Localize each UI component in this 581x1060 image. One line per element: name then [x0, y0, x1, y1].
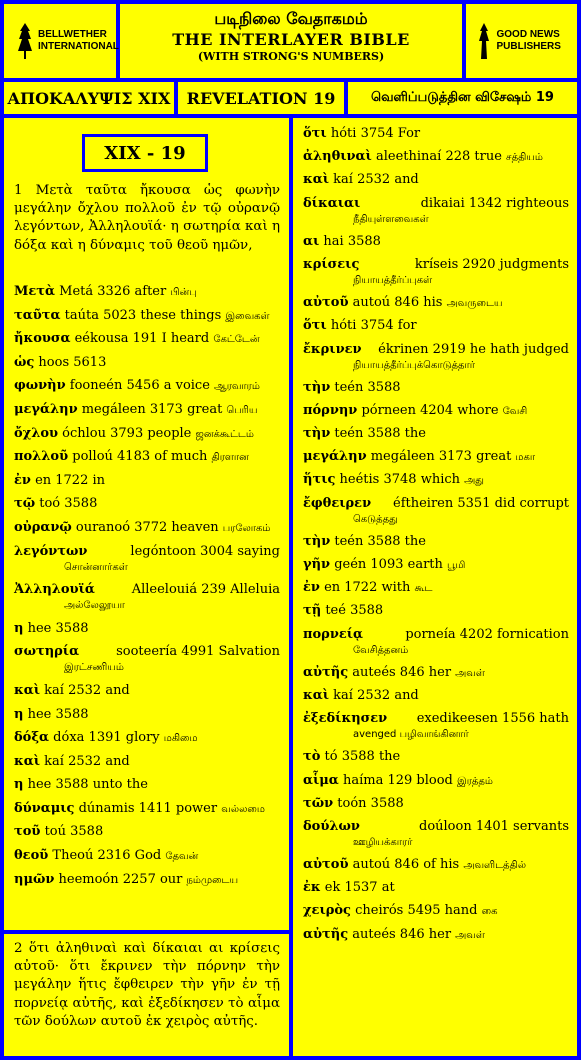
greek-word: αὐτοῦ: [303, 857, 349, 873]
tamil-gloss: இவைகள்: [225, 310, 270, 322]
greek-word: η: [14, 620, 24, 636]
tamil-gloss: வேசித்தனம்: [353, 644, 409, 656]
word-entry: [303, 472, 569, 489]
greek-word: δύναμις: [14, 800, 75, 816]
tamil-gloss: avenged பழிவாங்கினார்: [353, 729, 469, 741]
tamil-gloss: கூட: [414, 583, 433, 595]
word-entry: [14, 754, 280, 771]
word-entry: [14, 824, 280, 841]
page-subtitle: (WITH STRONG'S NUMBERS): [197, 50, 385, 63]
word-gloss: hee 3588 unto the: [23, 777, 148, 793]
word-entry: [14, 683, 280, 700]
word-gloss: exedikeesen 1556 hath: [416, 711, 569, 727]
greek-word: ὅτι: [303, 126, 327, 141]
word-entry: [14, 730, 280, 747]
greek-word: ἤκουσα: [14, 331, 71, 347]
word-entry: [303, 342, 569, 374]
greek-word: ἔκρινεν: [303, 341, 362, 357]
word-gloss: ek 1537 at: [320, 880, 395, 896]
greek-word: οὐρανῷ: [14, 519, 72, 535]
word-gloss: Theoú 2316 God: [48, 848, 166, 864]
word-gloss: dikaiai 1342 righteous: [420, 195, 569, 211]
tamil-gloss: இரத்தம்: [456, 775, 493, 787]
verse-1-greek: 1 Μετὰ ταῦτα ἤκουσα ὡς φωνὴν μεγάλην ὄχλου πολλοῦ ἐν τῷ οὐρανῷ λεγόντων, Ἀλληλουϊά· η σωτηρία καὶ η δόξα καὶ η δύναμις τοῦ θεοῦ ημῶν,: [14, 183, 280, 253]
greek-word: αὐτῆς: [303, 664, 349, 680]
word-gloss: doúloon 1401 servants: [419, 818, 569, 834]
greek-word: αὐτῆς: [303, 926, 349, 942]
word-gloss: kríseis 2920 judgments: [414, 256, 569, 272]
greek-word: η: [14, 777, 24, 793]
tamil-gloss: கை: [481, 906, 498, 918]
word-gloss: kaí 2532 and: [40, 682, 130, 698]
tamil-gloss: அல்லேலூயா: [64, 600, 125, 612]
left-word-list: [14, 284, 280, 895]
word-gloss: hee 3588: [23, 620, 89, 636]
word-entry: [303, 257, 569, 289]
tamil-gloss: கேட்டேன்: [213, 334, 260, 346]
word-gloss: eékousa 191 I heard: [70, 331, 214, 347]
tamil-gloss: வல்லமை: [221, 803, 265, 815]
word-gloss: porneía 4202 fornication: [405, 626, 569, 642]
word-gloss: toón 3588: [333, 795, 404, 811]
greek-word: θεοῦ: [14, 848, 49, 864]
title-panel: [120, 4, 462, 78]
word-entry: [14, 402, 280, 419]
tamil-gloss: அவருடைய: [446, 298, 503, 310]
word-gloss: heétis 3748 which: [335, 472, 465, 488]
greek-word: καὶ: [14, 682, 41, 698]
word-entry: [303, 496, 569, 528]
greek-word: ημῶν: [14, 871, 55, 887]
word-entry: [14, 848, 280, 865]
chapter-badge: XIX - 19: [82, 134, 208, 172]
word-entry: [14, 544, 280, 576]
greek-word: ἔφθειρεν: [303, 495, 372, 511]
greek-word: σωτηρία: [14, 644, 80, 660]
greek-word: λεγόντων: [14, 543, 88, 559]
tamil-gloss: நம்முடைய: [186, 874, 239, 886]
word-entry: [14, 582, 280, 614]
greek-word: ὡς: [14, 354, 35, 370]
word-entry: [303, 749, 569, 766]
word-gloss: legóntoon 3004 saying: [130, 543, 280, 559]
page-title: THE INTERLAYER BIBLE: [172, 30, 410, 49]
greek-word: τὴν: [303, 533, 331, 549]
word-entry: [14, 331, 280, 348]
tamil-title: படிநிலை வேதாகமம்: [214, 9, 368, 28]
word-gloss: ouranoó 3772 heaven: [71, 519, 223, 535]
word-gloss: toú 3588: [40, 824, 104, 840]
tamil-gloss: அது: [464, 475, 484, 487]
tamil-gloss: கெடுத்தது: [353, 513, 398, 525]
word-gloss: teé 3588: [321, 603, 384, 619]
tamil-gloss: மகா: [515, 452, 536, 464]
greek-word: ταῦτα: [14, 307, 61, 323]
word-gloss: megáleen 3173 great: [77, 401, 227, 417]
good-news-logo: [475, 21, 569, 61]
word-gloss: geén 1093 earth: [330, 557, 448, 572]
tamil-gloss: சொன்னார்கள்: [64, 561, 128, 573]
word-entry: [14, 473, 280, 490]
ram-icon: [16, 21, 34, 61]
greek-word: ἐξεδίκησεν: [303, 711, 388, 727]
word-entry: [303, 927, 569, 944]
tamil-gloss: தேவன்: [165, 851, 199, 863]
word-entry: [303, 711, 569, 743]
word-gloss: sooteería 4991 Salvation: [116, 644, 280, 660]
greek-word: γῆν: [303, 557, 331, 572]
greek-word: ἀληθιναὶ: [303, 149, 372, 165]
word-entry: [14, 355, 280, 372]
tamil-gloss: மகிமை: [163, 733, 198, 745]
tamil-gloss: நீதியுள்ளவைகள்: [353, 213, 429, 225]
word-gloss: dúnamis 1411 power: [74, 800, 222, 816]
greek-word: αι: [303, 233, 320, 249]
word-entry: [14, 496, 280, 513]
word-entry: [303, 426, 569, 443]
word-entry: [14, 872, 280, 889]
greek-word: ἐν: [303, 580, 320, 596]
word-gloss: hoos 5613: [34, 354, 107, 370]
word-entry: [303, 819, 569, 851]
tab-tamil: வெளிப்படுத்தின விசேஷம் 19: [348, 82, 577, 114]
greek-word: πολλοῦ: [14, 449, 69, 465]
word-gloss: ékrinen 2919 he hath judged: [378, 341, 569, 357]
greek-word: ὅτι: [303, 318, 327, 334]
greek-word: τῷ: [14, 496, 36, 512]
word-entry: [303, 534, 569, 551]
word-entry: [303, 880, 569, 897]
tamil-gloss: ஆரவாரம்: [214, 381, 260, 393]
tamil-gloss: அவள்: [455, 929, 485, 941]
word-gloss: cheirós 5495 hand: [350, 903, 482, 919]
greek-word: αὐτοῦ: [303, 295, 349, 311]
greek-word: δούλων: [303, 818, 360, 834]
greek-word: ὄχλου: [14, 425, 59, 441]
word-gloss: haíma 129 blood: [338, 772, 457, 788]
greek-word: τοῦ: [14, 824, 41, 840]
word-entry: [303, 903, 569, 920]
word-entry: [303, 857, 569, 874]
greek-word: δίκαιαι: [303, 195, 361, 211]
word-gloss: pórneen 4204 whore: [357, 402, 503, 418]
greek-word: ἐκ: [303, 880, 321, 896]
tab-greek: ΑΠΟΚΑΛΥΨΙΣ XIX: [4, 82, 174, 114]
word-entry: [303, 196, 569, 228]
greek-word: ἐν: [14, 472, 31, 488]
word-entry: [14, 284, 280, 301]
word-entry: [303, 665, 569, 682]
right-logo-text: GOOD NEWS PUBLISHERS: [496, 29, 561, 52]
word-gloss: en 1722 in: [30, 472, 106, 488]
word-gloss: hai 3588: [319, 233, 381, 249]
greek-word: πορνείᾳ: [303, 626, 364, 642]
greek-word: τὸ: [303, 749, 321, 765]
word-gloss: auteés 846 her: [348, 926, 456, 942]
word-gloss: autoú 846 his: [348, 295, 447, 311]
word-entry: [14, 777, 280, 794]
word-entry: [303, 403, 569, 420]
word-gloss: auteés 846 her: [348, 664, 456, 680]
word-entry: [303, 234, 569, 251]
word-gloss: kaí 2532 and: [329, 687, 419, 703]
word-entry: [303, 449, 569, 466]
greek-word: καὶ: [14, 753, 41, 769]
word-entry: [303, 627, 569, 659]
greek-word: κρίσεις: [303, 256, 360, 272]
greek-word: χειρὸς: [303, 903, 351, 919]
word-entry: [303, 318, 569, 335]
tamil-gloss: அவள்: [455, 667, 485, 679]
greek-word: αἷμα: [303, 772, 339, 788]
tamil-gloss: ஊழியக்காரர்: [353, 836, 413, 848]
greek-word: τὴν: [303, 379, 331, 395]
verse-2-greek: 2 ὅτι ἀληθιναὶ καὶ δίκαιαι αι κρίσεις αὐτοῦ· ὅτι ἔκρινεν τὴν πόρνην τὴν μεγάλην ἥτις ἔφθειρεν τὴν γῆν ἐν τῇ πορνείᾳ αὐτῆς, καὶ ἐξεδίκησεν τὸ αἷμα τῶν δούλων αυτοῦ ἐκ χειρὸς αὐτῆς.: [14, 941, 280, 1029]
greek-word: δόξα: [14, 730, 50, 746]
greek-word: τὴν: [303, 426, 331, 442]
word-gloss: Alleelouiá 239 Alleluia: [131, 582, 280, 598]
word-entry: [303, 149, 569, 166]
word-entry: [14, 308, 280, 325]
tamil-gloss: நியாயத்தீர்ப்புகள்: [353, 274, 433, 286]
word-gloss: megáleen 3173 great: [366, 449, 516, 465]
word-entry: [303, 580, 569, 597]
word-entry: [14, 621, 280, 638]
word-entry: [303, 380, 569, 397]
word-gloss: heemoón 2257 our: [54, 871, 187, 887]
word-entry: [303, 557, 569, 574]
word-gloss: teén 3588 the: [330, 426, 426, 442]
word-gloss: kaí 2532 and: [40, 753, 130, 769]
word-entry: [14, 378, 280, 395]
tamil-gloss: இரட்சணியம்: [64, 662, 124, 674]
word-gloss: tó 3588 the: [320, 749, 401, 765]
word-entry: [303, 688, 569, 705]
word-gloss: toó 3588: [35, 496, 98, 512]
tamil-gloss: திரளான: [211, 452, 249, 464]
word-entry: [303, 295, 569, 312]
right-word-list: [303, 126, 569, 950]
tamil-gloss: சத்தியம்: [506, 152, 543, 164]
greek-word: τῶν: [303, 795, 334, 811]
tamil-gloss: வேசி: [502, 405, 528, 417]
greek-word: Μετὰ: [14, 284, 56, 299]
tamil-gloss: பூமி: [447, 560, 466, 571]
left-logo-panel: [4, 4, 119, 78]
word-gloss: aleethinaí 228 true: [371, 149, 507, 165]
word-entry: [14, 801, 280, 818]
greek-word: ἥτις: [303, 472, 336, 488]
tamil-gloss: ஜனக்கூட்டம்: [195, 428, 254, 440]
greek-word: φωνὴν: [14, 378, 66, 394]
left-logo-text: BELLWETHER INTERNATIONAL: [38, 29, 119, 52]
word-entry: [14, 449, 280, 466]
greek-word: πόρνην: [303, 402, 358, 418]
word-gloss: kaí 2532 and: [329, 172, 419, 188]
word-entry: [14, 426, 280, 443]
greek-word: μεγάλην: [14, 401, 78, 417]
word-entry: [303, 773, 569, 790]
word-gloss: dóxa 1391 glory: [49, 730, 164, 746]
word-gloss: en 1722 with: [319, 580, 415, 596]
greek-word: Ἀλληλουϊά: [14, 582, 95, 598]
word-gloss: teén 3588: [330, 379, 401, 395]
tamil-gloss: அவளிடத்தில்: [463, 860, 527, 872]
word-gloss: teén 3588 the: [330, 533, 426, 549]
greek-word: η: [14, 706, 24, 722]
greek-word: καὶ: [303, 687, 330, 703]
word-gloss: hee 3588: [23, 706, 89, 722]
tamil-gloss: பின்பு: [170, 287, 197, 298]
tamil-gloss: பரலோகம்: [222, 522, 271, 534]
greek-word: τῇ: [303, 603, 322, 619]
word-entry: [14, 520, 280, 537]
tamil-gloss: நியாயத்தீர்ப்புக்கொடுத்தார்: [353, 359, 475, 371]
word-gloss: éftheiren 5351 did corrupt: [393, 495, 569, 511]
tamil-gloss: பெரிய: [226, 404, 258, 416]
right-logo-panel: [466, 4, 577, 78]
word-entry: [303, 126, 569, 143]
word-entry: [303, 603, 569, 620]
greek-word: μεγάλην: [303, 449, 367, 465]
word-entry: [303, 796, 569, 813]
word-gloss: óchlou 3793 people: [58, 425, 196, 441]
word-gloss: autoú 846 of his: [348, 857, 464, 873]
word-entry: [14, 707, 280, 724]
word-gloss: hóti 3754 for: [326, 318, 417, 334]
word-entry: [14, 644, 280, 676]
greek-word: καὶ: [303, 172, 330, 188]
word-gloss: polloú 4183 of much: [68, 449, 212, 465]
word-gloss: Metá 3326 after: [55, 284, 171, 299]
word-gloss: fooneén 5456 a voice: [65, 378, 215, 394]
word-gloss: hóti 3754 For: [326, 126, 421, 141]
bellwether-logo: [16, 21, 119, 61]
tab-english: REVELATION 19: [178, 82, 344, 114]
torch-icon: [475, 21, 493, 61]
word-entry: [303, 172, 569, 189]
word-gloss: taúta 5023 these things: [60, 307, 226, 323]
